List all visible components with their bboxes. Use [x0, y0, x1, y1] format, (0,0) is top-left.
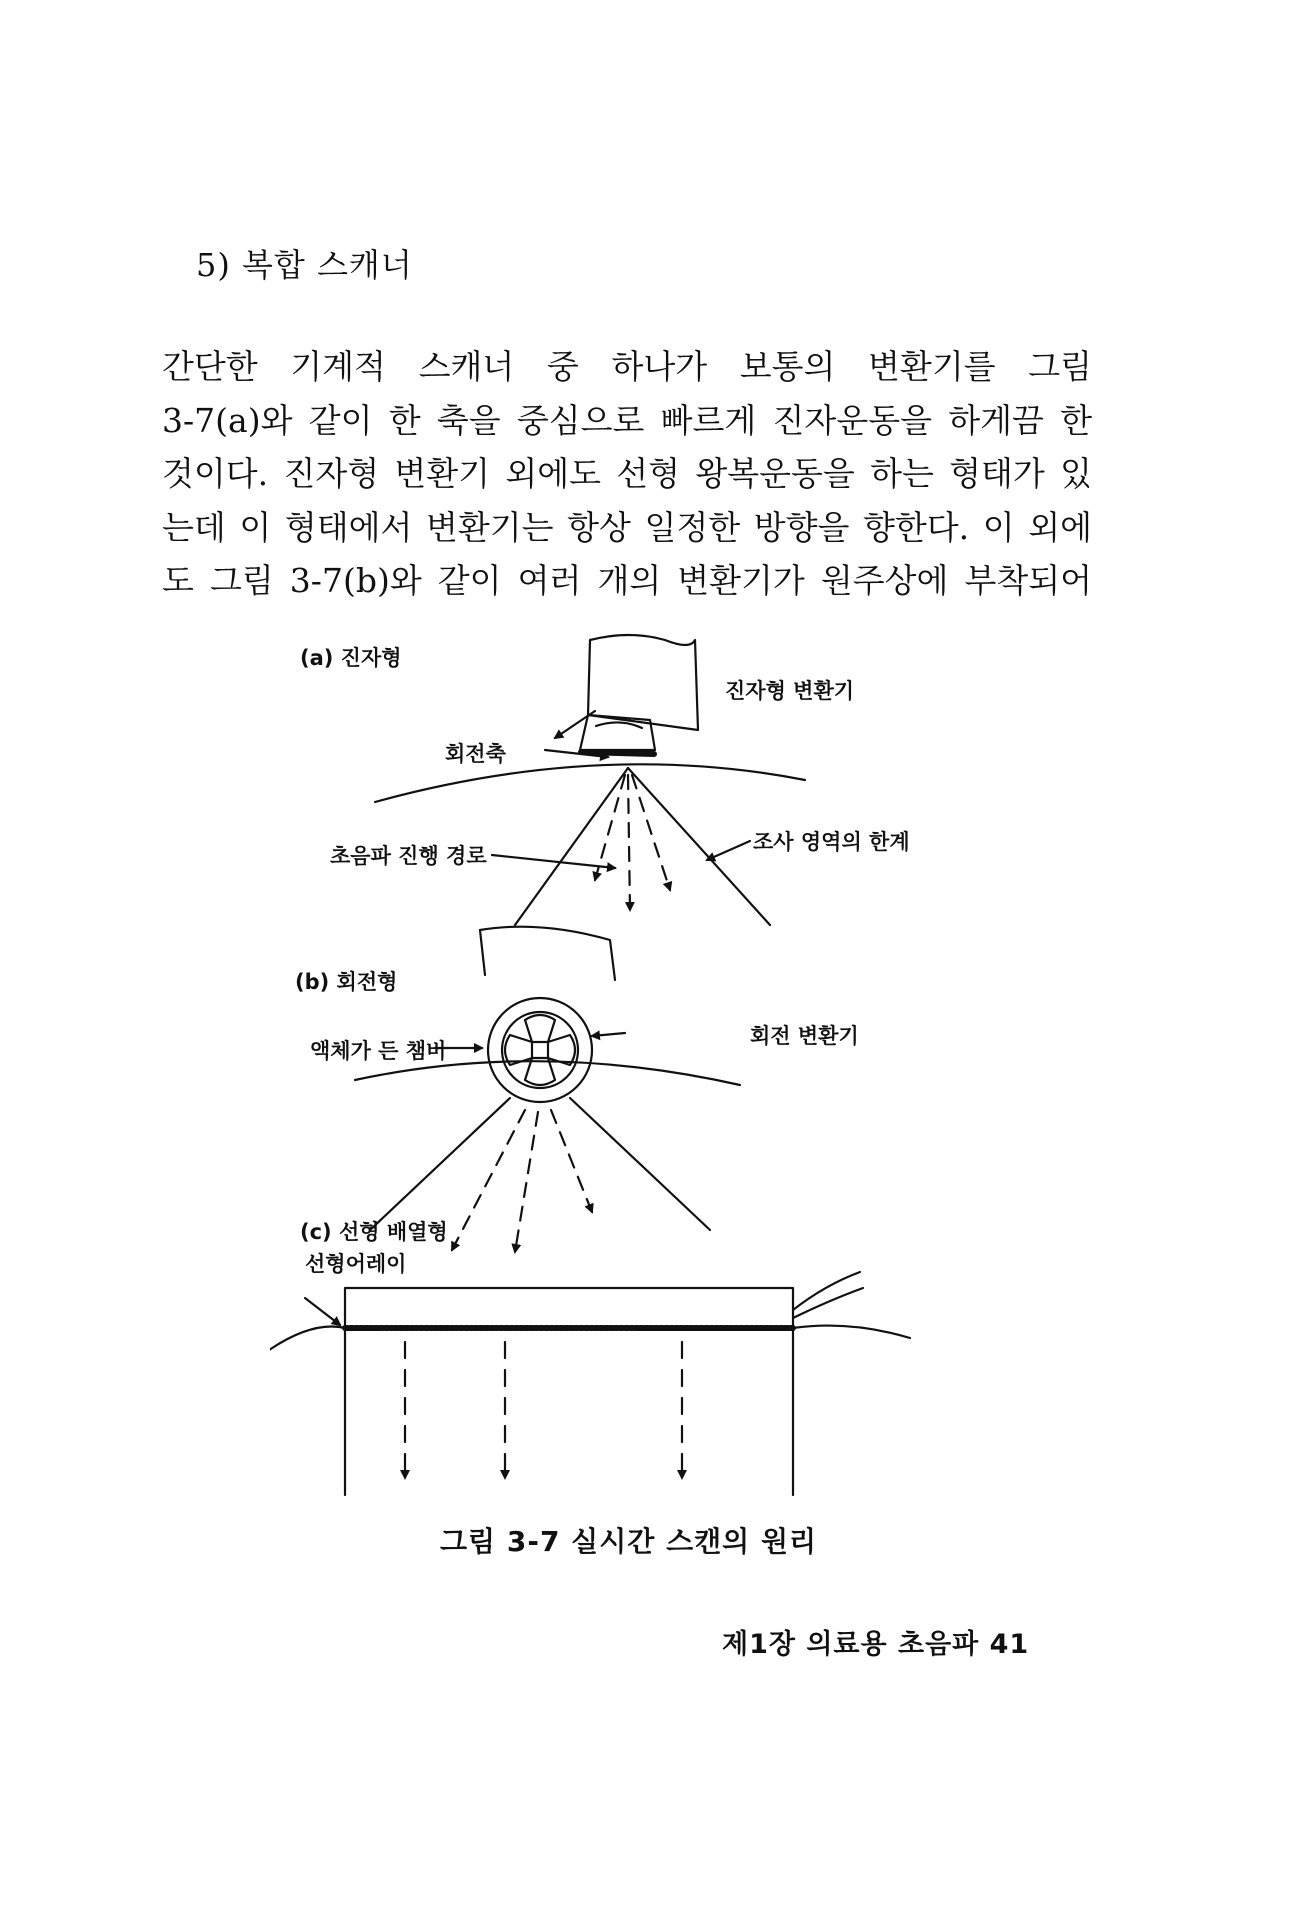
field-limit-right — [628, 768, 770, 925]
field-limit-left-b — [370, 1098, 510, 1230]
panel-c-title: (c) 선형 배열형 — [300, 1220, 448, 1244]
probe-cable-1 — [793, 1272, 860, 1310]
figure-3-7 — [270, 620, 990, 1550]
leader-c-array — [305, 1298, 340, 1325]
body-line: 간단한 기계적 스캐너 중 하나가 보통의 변환기를 그림 — [162, 347, 1092, 386]
skin-surface-a — [375, 764, 805, 802]
rotor-housing — [480, 927, 615, 980]
chamber-label-b: 액체가 든 챔버 — [310, 1039, 447, 1063]
figure-caption: 그림 3-7 실시간 스캔의 원리 — [440, 1525, 818, 1558]
beam-center-b — [515, 1112, 538, 1252]
body-line: 는데 이 형태에서 변환기는 항상 일정한 방향을 향한다. 이 외에 — [162, 507, 1092, 547]
leader-b-transducer — [592, 1033, 625, 1036]
leader-a-path — [492, 855, 615, 868]
beam-center-a — [628, 775, 630, 910]
body-paragraph — [162, 340, 1092, 608]
panel-b-title: (b) 회전형 — [295, 970, 398, 994]
pendulum-transducer — [580, 715, 655, 750]
path-label-a: 초음파 진행 경로 — [330, 844, 487, 868]
linear-array-probe — [345, 1288, 793, 1328]
rotor-wheel — [502, 1012, 578, 1088]
transducer-element — [581, 752, 654, 754]
beam-left-b — [452, 1110, 525, 1250]
leader-a-limit — [707, 841, 750, 860]
field-limit-left — [515, 768, 628, 925]
beam-left-a — [595, 775, 625, 880]
liquid-chamber — [488, 998, 592, 1102]
panel-a-title: (a) 진자형 — [300, 646, 402, 670]
running-footer: 제1장 의료용 초음파 41 — [722, 1629, 1030, 1660]
section-heading: 5) 복합 스캐너 — [196, 246, 413, 284]
transducer-label-a: 진자형 변환기 — [725, 679, 855, 703]
body-line: 것이다. 진자형 변환기 외에도 선형 왕복운동을 하는 형태가 있 — [162, 454, 1092, 493]
leader-a-transducer — [555, 711, 595, 738]
rotating-diagram — [355, 927, 740, 1252]
transducer-label-b: 회전 변환기 — [750, 1024, 859, 1048]
body-line: 도 그림 3-7(b)와 같이 여러 개의 변환기가 원주상에 부착되어 — [162, 561, 1092, 600]
axis-label-a: 회전축 — [445, 742, 506, 766]
array-label-c: 선형어레이 — [305, 1252, 407, 1276]
transducer-face — [596, 722, 642, 728]
body-line: 3-7(a)와 같이 한 축을 중심으로 빠르게 진자운동을 하게끔 한 — [162, 400, 1092, 440]
beam-right-b — [551, 1110, 592, 1212]
limit-label-a: 조사 영역의 한계 — [753, 830, 910, 854]
figure-drawing — [270, 620, 990, 1550]
rotor-element-top — [525, 1015, 555, 1042]
linear-array-diagram — [270, 1272, 910, 1495]
